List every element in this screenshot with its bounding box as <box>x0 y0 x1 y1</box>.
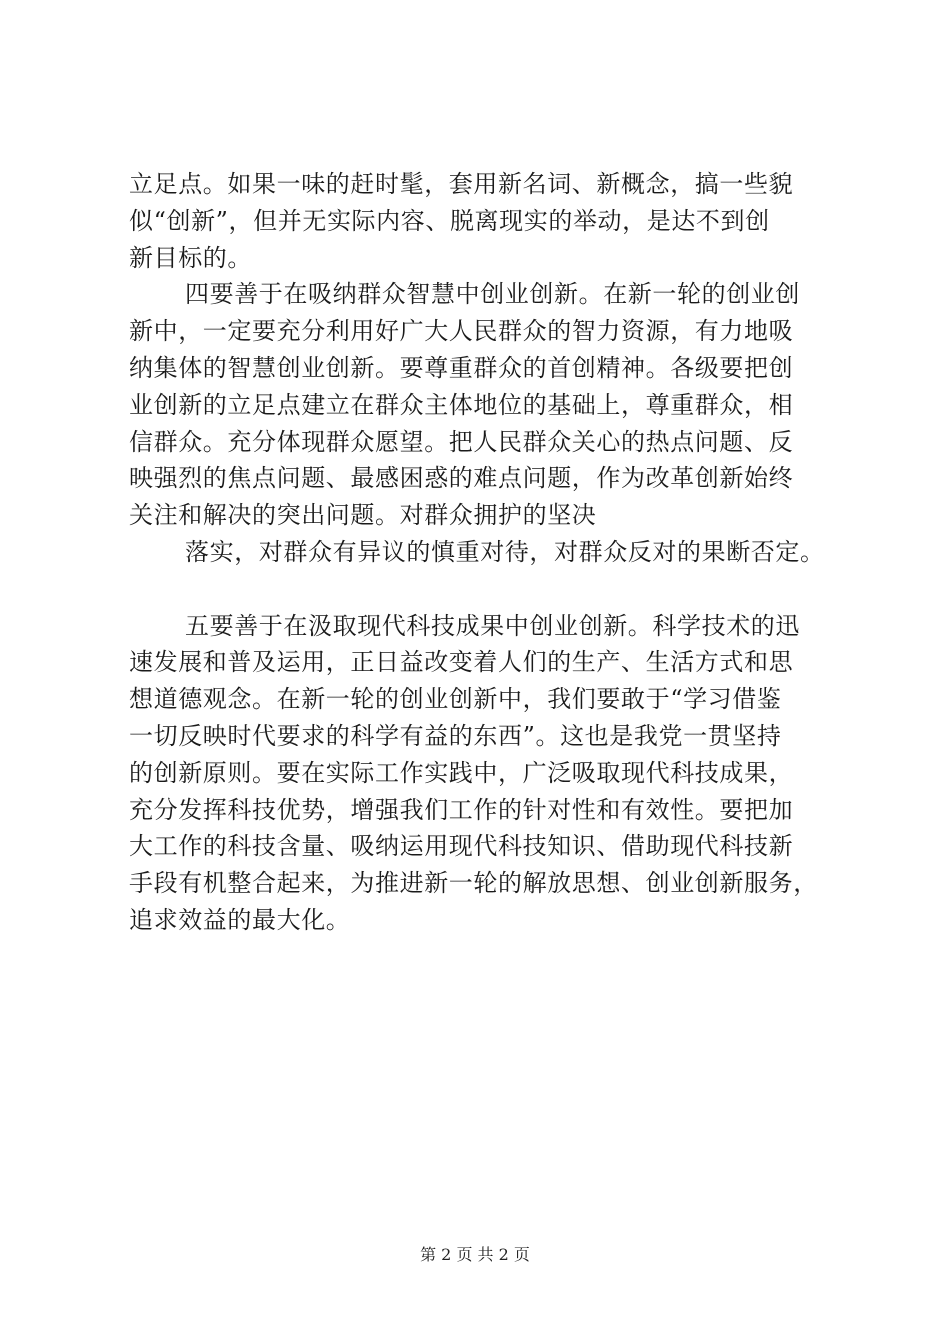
text-line: 新中，一定要充分利用好广大人民群众的智力资源，有力地吸 <box>129 317 794 346</box>
text-line: 一切反映时代要求的科学有益的东西”。这也是我党一贯坚持 <box>129 721 782 750</box>
text-line: 立足点。如果一味的赶时髦，套用新名词、新概念，搞一些貌 <box>129 170 794 198</box>
text-line: 映强烈的焦点问题、最感困惑的难点问题，作为改革创新始终 <box>129 464 794 493</box>
text-line: 速发展和普及运用，正日益改变着人们的生产、生活方式和思 <box>129 648 794 677</box>
text-line: 纳集体的智慧创业创新。要尊重群众的首创精神。各级要把创 <box>129 353 794 382</box>
text-line: 新目标的。 <box>129 243 252 272</box>
text-line: 大工作的科技含量、吸纳运用现代科技知识、借助现代科技新 <box>129 832 794 861</box>
document-body <box>129 166 849 939</box>
text-line: 追求效益的最大化。 <box>129 905 351 934</box>
page-number-footer: 第 2 页 共 2 页 <box>420 1245 530 1264</box>
paragraph-gap <box>129 571 849 608</box>
paragraph-start-line: 五要善于在汲取现代科技成果中创业创新。科学技术的迅 <box>185 611 800 640</box>
text-line: 信群众。充分体现群众愿望。把人民群众关心的热点问题、反 <box>129 427 794 456</box>
paragraph-start-line: 四要善于在吸纳群众智慧中创业创新。在新一轮的创业创 <box>185 280 800 309</box>
text-line: 业创新的立足点建立在群众主体地位的基础上，尊重群众，相 <box>129 390 794 419</box>
text-line: 充分发挥科技优势，增强我们工作的针对性和有效性。要把加 <box>129 795 794 824</box>
paragraph-start-line: 落实，对群众有异议的慎重对待，对群众反对的果断否定。 <box>185 537 825 566</box>
text-line: 想道德观念。在新一轮的创业创新中，我们要敢于“学习借鉴 <box>129 685 782 714</box>
text-line: 的创新原则。要在实际工作实践中，广泛吸取现代科技成果， <box>129 758 794 787</box>
text-line: 似“创新”，但并无实际内容、脱离现实的举动，是达不到创 <box>129 206 770 235</box>
text-line: 关注和解决的突出问题。对群众拥护的坚决 <box>129 501 597 530</box>
text-line: 手段有机整合起来，为推进新一轮的解放思想、创业创新服务， <box>129 869 818 898</box>
